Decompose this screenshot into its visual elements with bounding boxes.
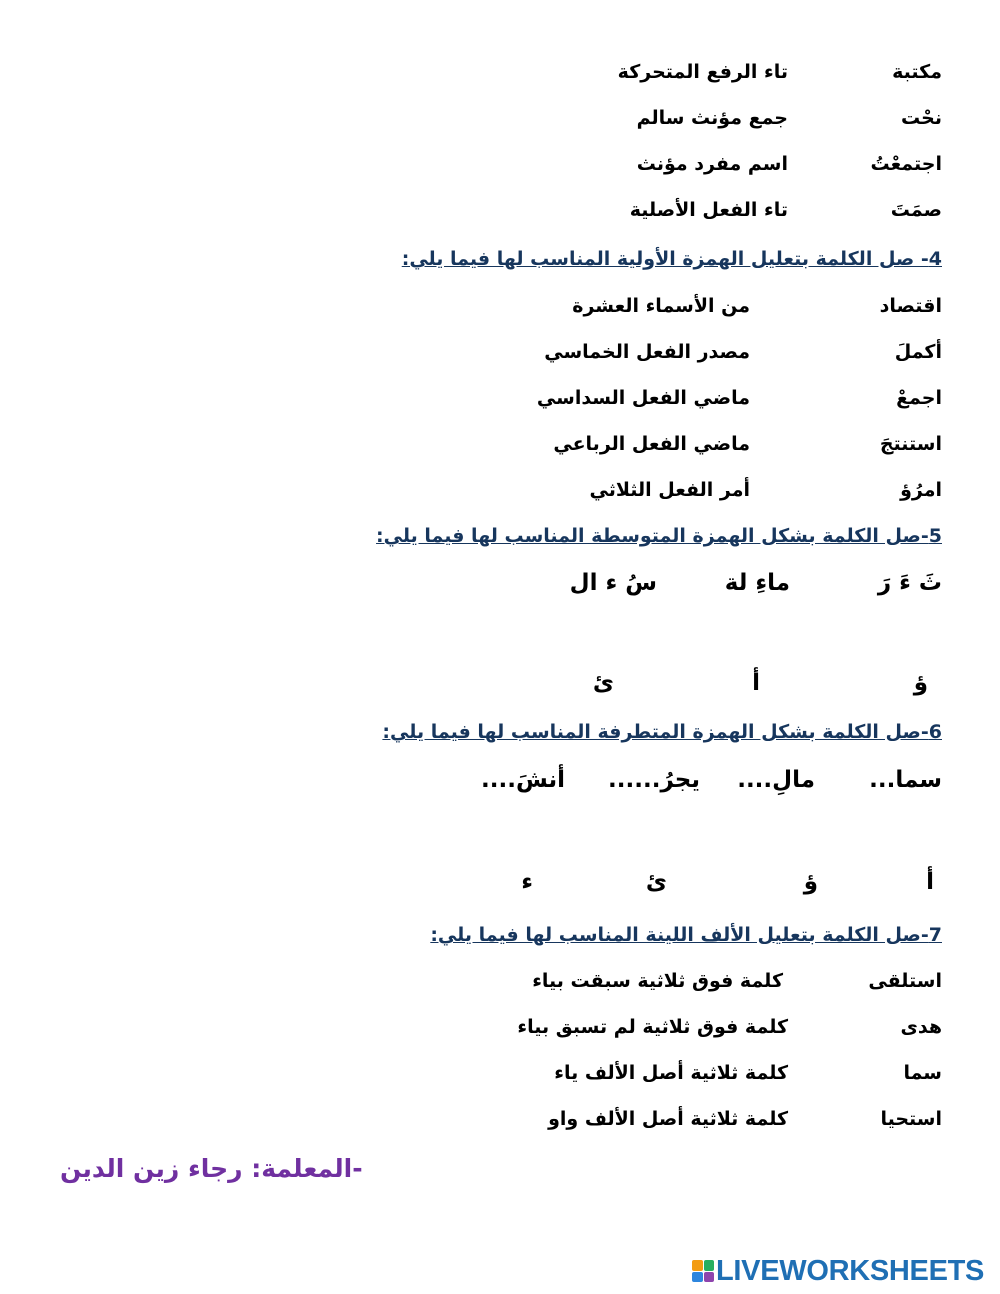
s5-option-1[interactable]: ؤ <box>913 670 928 696</box>
section5-heading: 5-صل الكلمة بشكل الهمزة المتوسطة المناسب لها فيما يلي: <box>376 525 942 547</box>
s6-option-2[interactable]: ؤ <box>803 869 818 895</box>
logo-square-4 <box>704 1272 715 1283</box>
s6-word-2[interactable]: مالِ.... <box>737 767 815 793</box>
s7-desc-1: كلمة فوق ثلاثية سبقت بياء <box>532 970 783 992</box>
section7-heading: 7-صل الكلمة بتعليل الألف اللينة المناسب لها فيما يلي: <box>430 924 942 946</box>
liveworksheets-logo-text: LIVEWORKSHEETS <box>716 1254 985 1287</box>
s3-word-1: مكتبة <box>892 61 942 83</box>
logo-square-1 <box>692 1260 703 1271</box>
s3-desc-4: تاء الفعل الأصلية <box>629 199 788 221</box>
s4-desc-1: من الأسماء العشرة <box>572 295 750 317</box>
s5-option-3[interactable]: ئ <box>592 670 614 696</box>
s4-word-1: اقتصاد <box>879 295 942 317</box>
s7-desc-4: كلمة ثلاثية أصل الألف واو <box>548 1108 788 1130</box>
s7-desc-2: كلمة فوق ثلاثية لم تسبق بياء <box>517 1016 788 1038</box>
s3-word-4: صمَتَ <box>890 199 942 221</box>
s4-word-3: اجمعْ <box>896 387 942 409</box>
logo-square-3 <box>692 1272 703 1283</box>
s7-word-1: استلقى <box>868 970 942 992</box>
liveworksheets-logo[interactable] <box>692 1256 984 1286</box>
s5-word-1[interactable]: ثَ ءَ رَ <box>877 570 942 596</box>
s3-desc-1: تاء الرفع المتحركة <box>617 61 788 83</box>
s4-desc-5: أمر الفعل الثلاثي <box>589 479 750 501</box>
s7-word-2: هدى <box>900 1016 942 1038</box>
s4-word-5: امرُؤ <box>900 479 942 501</box>
liveworksheets-logo-icon <box>692 1260 714 1282</box>
section6-heading: 6-صل الكلمة بشكل الهمزة المتطرفة المناسب لها فيما يلي: <box>382 721 942 743</box>
section4-heading: 4- صل الكلمة بتعليل الهمزة الأولية المناسب لها فيما يلي: <box>401 248 942 270</box>
s6-word-3[interactable]: يجرُ...... <box>608 767 700 793</box>
s3-desc-2: جمع مؤنث سالم <box>636 107 788 129</box>
s6-word-1[interactable]: سما... <box>869 767 942 793</box>
s4-desc-4: ماضي الفعل الرباعي <box>553 433 750 455</box>
s6-option-3[interactable]: ئ <box>645 869 667 895</box>
s6-option-4[interactable]: ء <box>521 869 533 895</box>
s4-desc-3: ماضي الفعل السداسي <box>536 387 750 409</box>
s7-desc-3: كلمة ثلاثية أصل الألف ياء <box>554 1062 788 1084</box>
s3-word-3: اجتمعْتُ <box>870 153 942 175</box>
s4-word-4: استنتجَ <box>879 433 942 455</box>
logo-square-2 <box>704 1260 715 1271</box>
s7-word-3: سما <box>903 1062 942 1084</box>
s3-desc-3: اسم مفرد مؤنث <box>636 153 788 175</box>
s5-option-2[interactable]: أ <box>752 670 760 696</box>
s5-word-2[interactable]: ماءِ لة <box>724 570 790 596</box>
teacher-name: -المعلمة: رجاء زين الدين <box>60 1154 363 1183</box>
s4-desc-2: مصدر الفعل الخماسي <box>544 341 750 363</box>
s3-word-2: نحْت <box>901 107 942 129</box>
s5-word-3[interactable]: سُ ء ال <box>569 570 657 596</box>
s4-word-2: أكملَ <box>894 341 942 363</box>
s6-word-4[interactable]: أنشَ.... <box>481 767 565 793</box>
s7-word-4: استحيا <box>880 1108 942 1130</box>
s6-option-1[interactable]: أ <box>926 869 934 895</box>
